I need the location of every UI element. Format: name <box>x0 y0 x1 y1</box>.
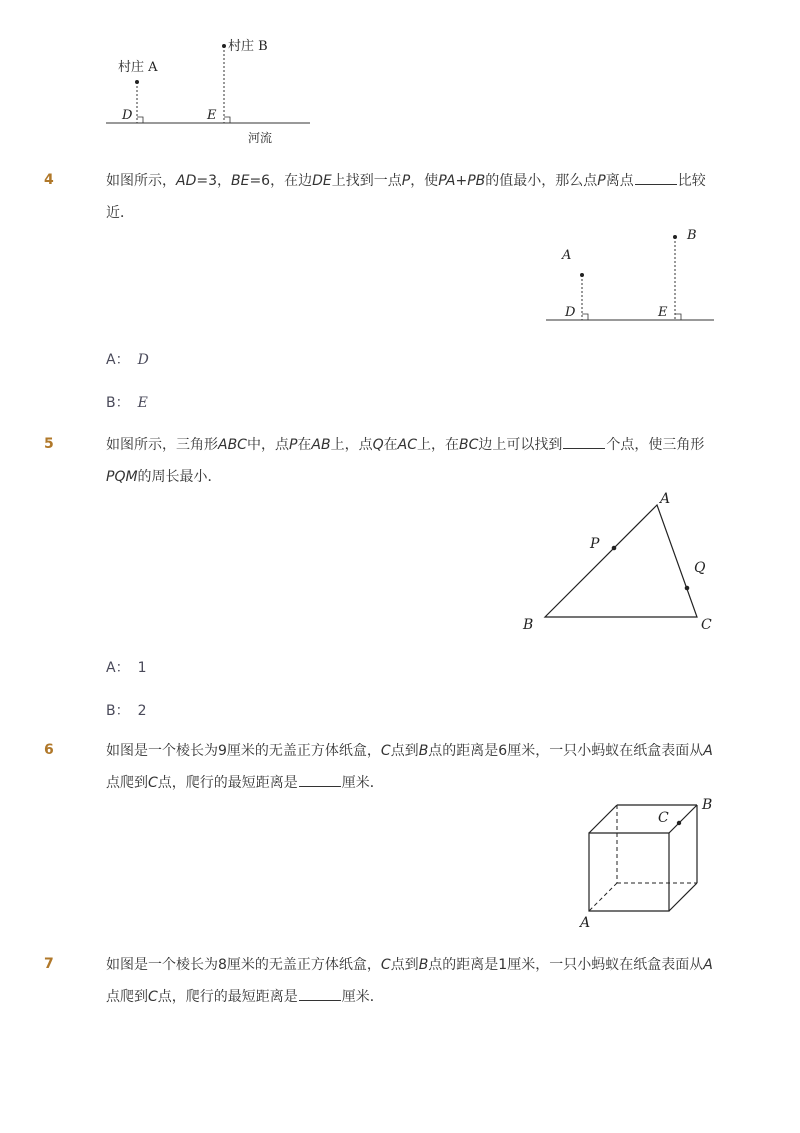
label-a: A <box>660 491 671 507</box>
label-b: B <box>523 617 534 633</box>
label-q: Q <box>694 560 706 576</box>
q6-cube-figure <box>575 795 720 935</box>
label-village-a: 村庄 A <box>118 60 158 75</box>
point-q <box>685 586 690 591</box>
option-a[interactable]: A： 1 <box>106 660 147 676</box>
question-text: 如图是一个棱长为8厘米的无盖正方体纸盒，C点到B点的距离是1厘米，一只小蚂蚁在纸盒表面从A点爬到C点，爬行的最短距离是 厘米． <box>106 957 713 1005</box>
label-c: C <box>658 810 669 826</box>
answer-blank[interactable] <box>299 774 341 787</box>
answer-blank[interactable] <box>635 172 677 185</box>
question-number: 5 <box>44 436 54 452</box>
right-angle-d <box>137 117 143 123</box>
village-river-figure <box>100 30 320 150</box>
right-angle-e <box>224 117 230 123</box>
label-river: 河流 <box>248 131 273 145</box>
point-c <box>677 821 681 825</box>
option-b[interactable]: B： E <box>106 395 148 411</box>
q5-triangle-figure <box>515 485 725 635</box>
question-number: 7 <box>44 956 54 972</box>
q4-figure <box>540 222 720 330</box>
option-a[interactable]: A： D <box>106 352 149 368</box>
label-b: B <box>687 228 697 243</box>
label-village-b: 村庄 B <box>228 39 268 54</box>
label-b: B <box>702 797 713 813</box>
question-text: 如图所示，三角形ABC中，点P在AB上，点Q在AC上，在BC边上可以找到 个点，使三角形PQM的周长最小． <box>106 437 705 485</box>
triangle-abc <box>545 505 697 617</box>
answer-blank[interactable] <box>299 988 341 1001</box>
point-p <box>612 546 617 551</box>
option-b[interactable]: B： 2 <box>106 703 147 719</box>
label-a: A <box>580 915 591 931</box>
question-number: 6 <box>44 742 54 758</box>
question-text: 如图所示，AD=3，BE=6，在边DE上找到一点P，使PA+PB的值最小，那么点P离点 比较近． <box>106 173 706 221</box>
label-c: C <box>701 617 712 633</box>
question-number: 4 <box>44 172 54 188</box>
label-a: A <box>562 248 572 263</box>
question-text: 如图是一个棱长为9厘米的无盖正方体纸盒，C点到B点的距离是6厘米，一只小蚂蚁在纸盒表面从A点爬到C点，爬行的最短距离是 厘米． <box>106 743 713 791</box>
point-b <box>222 44 226 48</box>
label-d: D <box>122 108 133 123</box>
label-e: E <box>207 108 217 123</box>
point-a <box>135 80 139 84</box>
answer-blank[interactable] <box>563 436 605 449</box>
label-d: D <box>565 305 576 320</box>
label-e: E <box>658 305 668 320</box>
label-p: P <box>590 536 600 552</box>
